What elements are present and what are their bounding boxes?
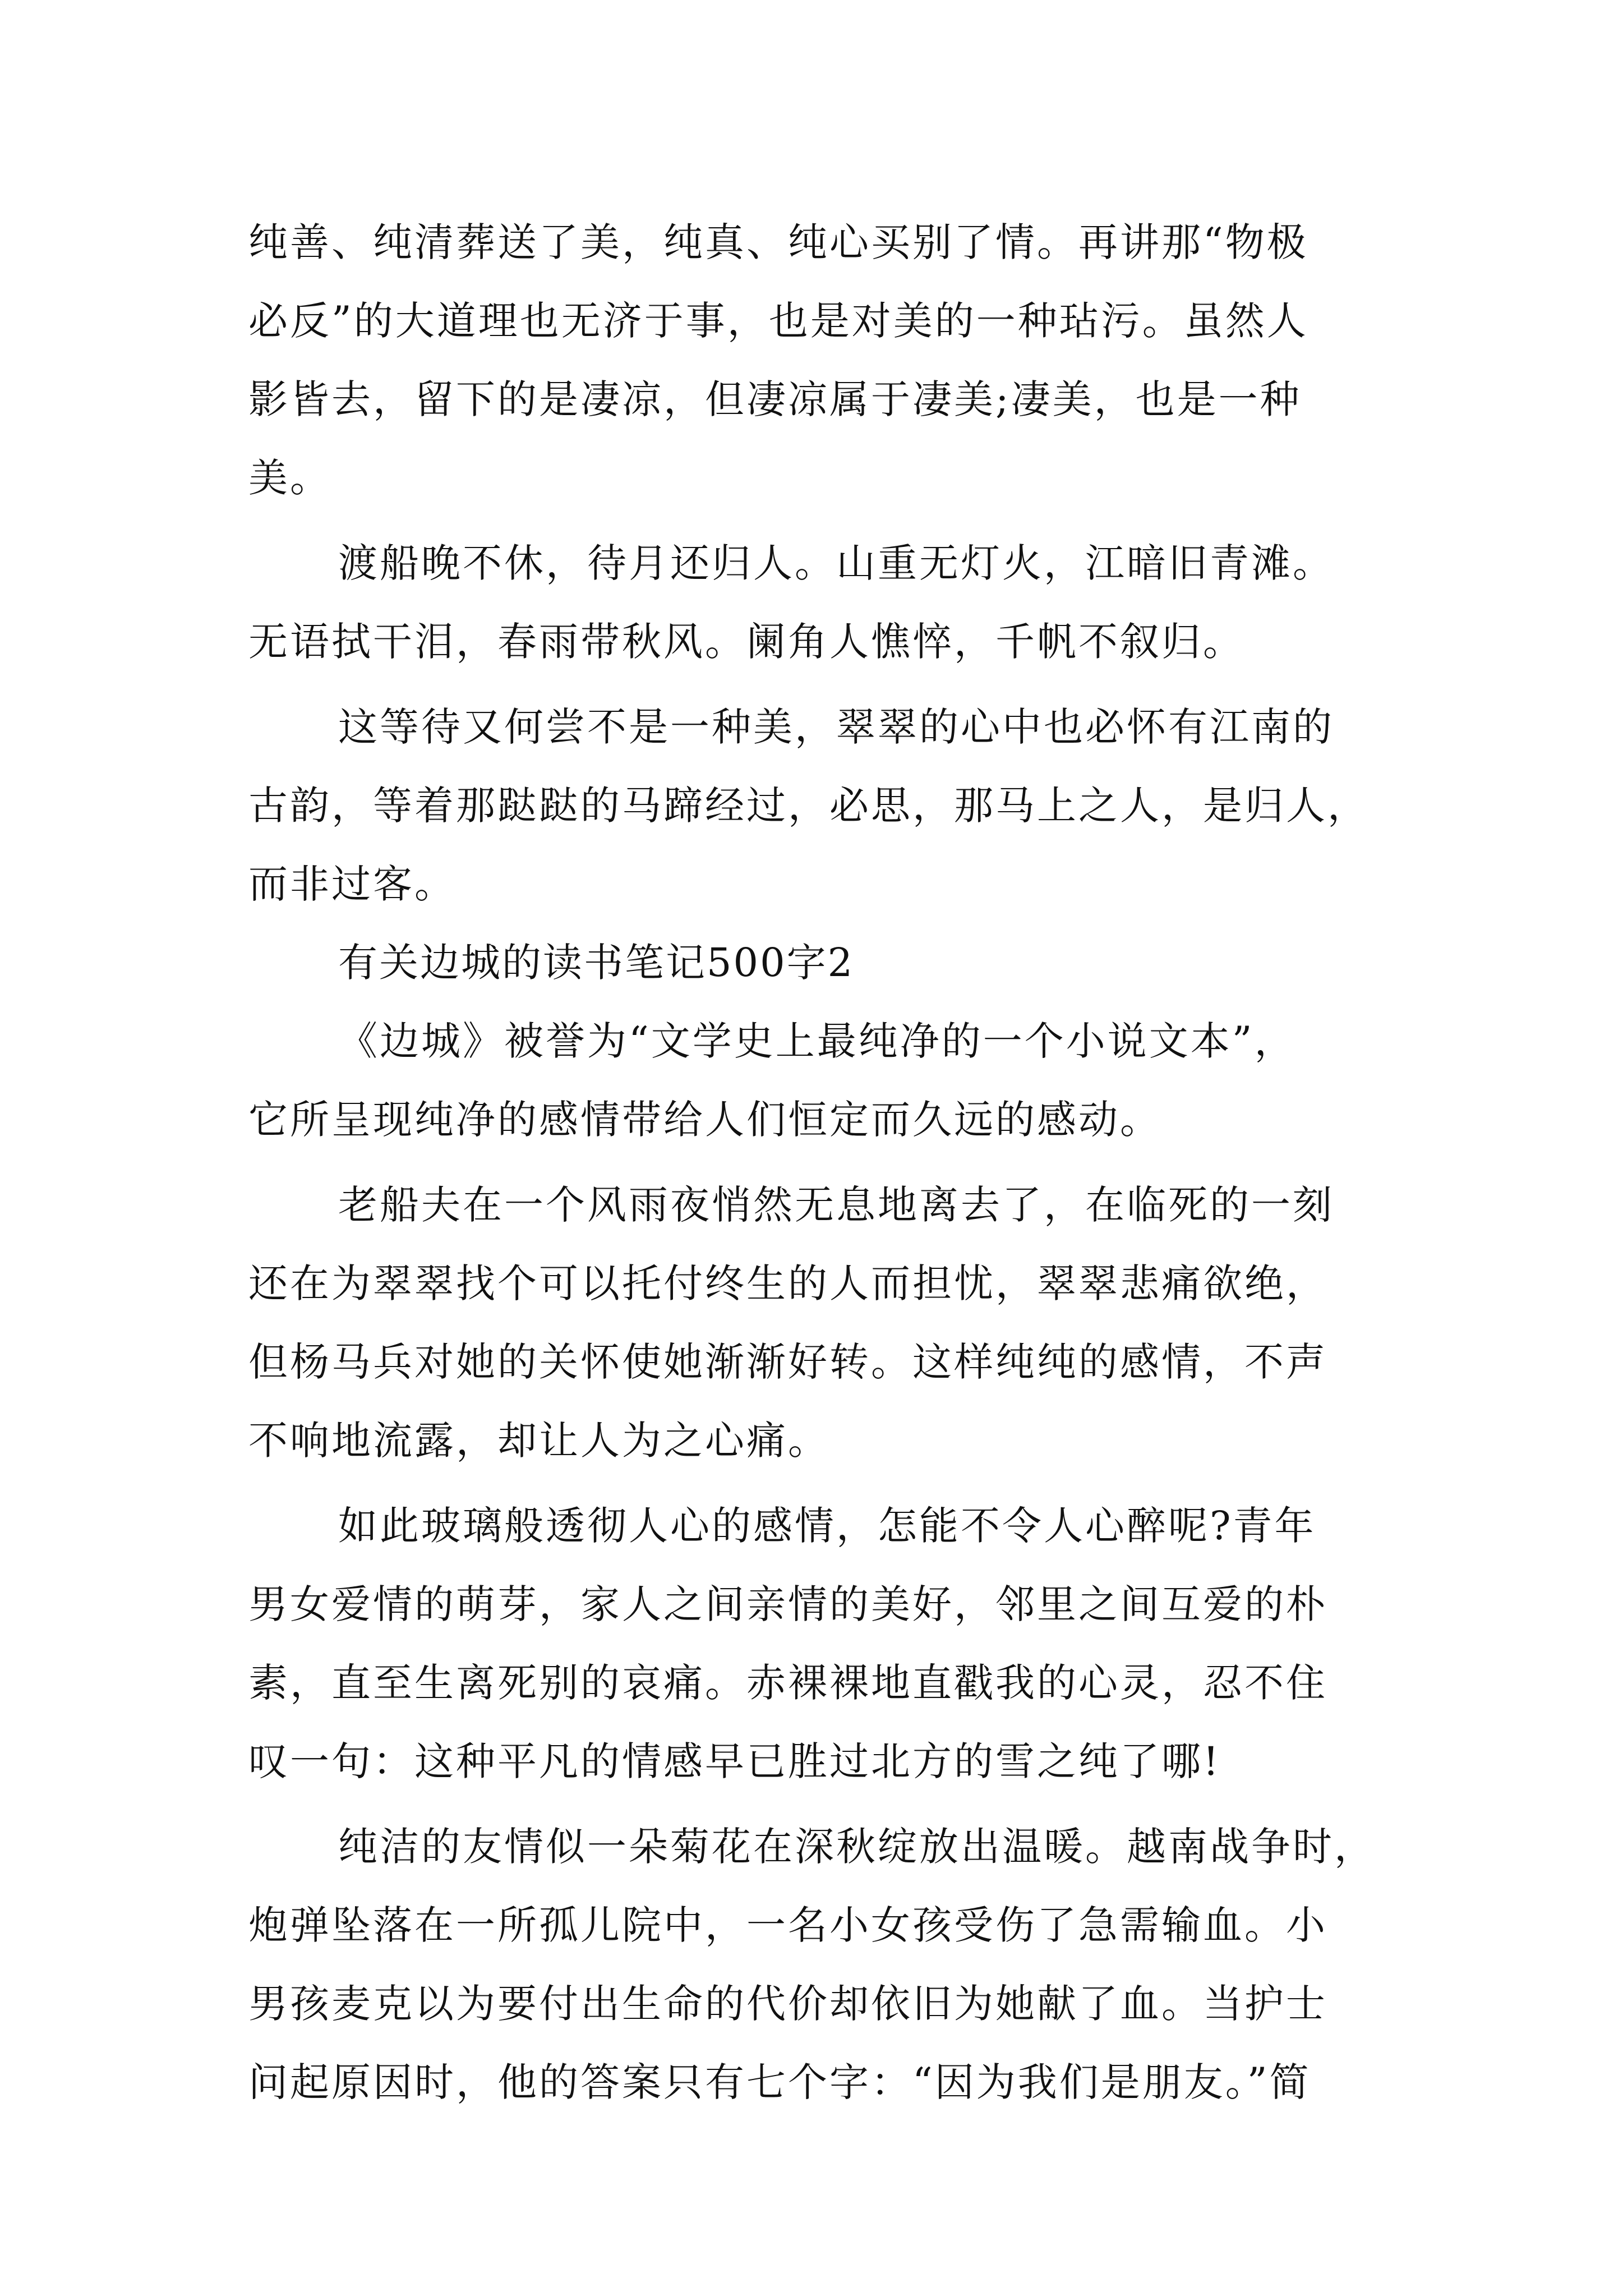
text-line: 美。	[248, 455, 331, 501]
text-line: 但杨马兵对她的关怀使她渐渐好转。这样纯纯的感情，不声	[248, 1339, 1327, 1385]
text-line: 男女爱情的萌芽，家人之间亲情的美好，邻里之间互爱的朴	[248, 1581, 1327, 1627]
text-line: 还在为翠翠找个可以托付终生的人而担忧，翠翠悲痛欲绝，	[248, 1260, 1327, 1306]
text-line: 渡船晚不休，待月还归人。山重无灯火，江暗旧青滩。	[338, 540, 1334, 586]
text-line: 它所呈现纯净的感情带给人们恒定而久远的感动。	[248, 1097, 1161, 1143]
text-line: 无语拭干泪，春雨带秋风。阑角人憔悴，千帆不叙归。	[248, 619, 1244, 665]
text-line: 叹一句：这种平凡的情感早已胜过北方的雪之纯了哪!	[248, 1738, 1221, 1784]
text-line: 影皆去，留下的是凄凉，但凄凉属于凄美;凄美，也是一种	[248, 376, 1302, 422]
text-line: 纯洁的友情似一朵菊花在深秋绽放出温暖。越南战争时，	[338, 1824, 1376, 1870]
text-line: 必反”的大道理也无济于事，也是对美的一种玷污。虽然人	[248, 298, 1308, 344]
text-line: 问起原因时，他的答案只有七个字：“因为我们是朋友。”简	[248, 2059, 1311, 2105]
text-line: 男孩麦克以为要付出生命的代价却依旧为她献了血。当护士	[248, 1981, 1327, 2027]
text-line: 而非过客。	[248, 861, 456, 907]
text-line: 这等待又何尝不是一种美，翠翠的心中也必怀有江南的	[338, 704, 1334, 750]
section-heading: 有关边城的读书笔记500字2	[338, 940, 855, 986]
text-line: 素，直至生离死别的哀痛。赤裸裸地直戳我的心灵，忍不住	[248, 1660, 1327, 1706]
text-line: 如此玻璃般透彻人心的感情，怎能不令人心醉呢?青年	[338, 1503, 1316, 1549]
text-line: 《边城》被誉为“文学史上最纯净的一个小说文本”，	[338, 1018, 1296, 1064]
document-body	[248, 203, 1393, 2122]
text-line: 古韵，等着那跶跶的马蹄经过，必思，那马上之人，是归人，	[248, 783, 1369, 829]
text-line: 炮弹坠落在一所孤儿院中，一名小女孩受伤了急需输血。小	[248, 1902, 1327, 1948]
text-line: 不响地流露，却让人为之心痛。	[248, 1418, 829, 1464]
text-line: 老船夫在一个风雨夜悄然无息地离去了，在临死的一刻	[338, 1182, 1334, 1228]
text-line: 纯善、纯清葬送了美，纯真、纯心买别了情。再讲那“物极	[248, 219, 1308, 265]
